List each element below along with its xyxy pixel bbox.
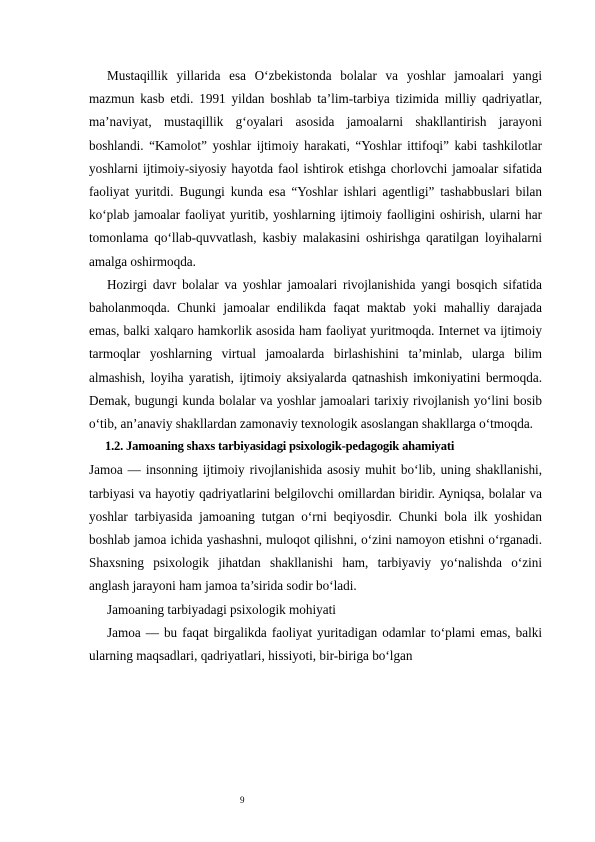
paragraph-collective-definition: Jamoa — bu faqat birgalikda faoliyat yuritadigan odamlar to‘plami emas, balki ularning maqsadlari, qadriyatlari, hissiyoti, bir-biriga bo‘lgan: [89, 624, 542, 664]
page-body: [89, 64, 542, 667]
paragraph-collective-role: Jamoa — insonning ijtimoiy rivojlanishida asosiy muhit bo‘lib, uning shakllanishi, tarbiyasi va hayotiy qadriyatlarini belgilovchi omillardan biridir. Ayniqsa, bolalar va yoshlar tarbiyasida jamoaning tutgan o‘rni beqiyosdir. Chunki bola ilk yoshidan boshlab jamoa ichida yashashni, muloqot qilishni, o‘zini namoyon etishni o‘rganadi. Shaxsning psixologik jihatdan shakllanishi ham, tarbiyaviy yo‘nalishda o‘zini anglash jarayoni ham jamoa ta’sirida sodir bo‘ladi.: [89, 462, 542, 594]
paragraph-independence-years: Mustaqillik yillarida esa O‘zbekistonda bolalar va yoshlar jamoalari yangi mazmun kasb etdi. 1991 yildan boshlab ta’lim-tarbiya tizimida milliy qadriyatlar, ma’naviyat, mustaqillik g‘oyalari asosida jamoalarni shakllantirish jarayoni boshlandi. “Kamolot” yoshlar ijtimoiy harakati, “Yoshlar ittifoqi” kabi tashkilotlar yoshlarni ijtimoiy-siyosiy hayotda faol ishtirok etishga chorlovchi jamoalar sifatida faoliyat yuritdi. Bugungi kunda esa “Yoshlar ishlari agentligi” tashabbuslari bilan ko‘plab jamoalar faoliyat yuritib, yoshlarning ijtimoiy faolligini oshirish, ularni har tomonlama qo‘llab-quvvatlash, kasbiy malakasini oshirishga qaratilgan loyihalarni amalga oshirmoqda.: [89, 68, 542, 269]
subheading: Jamoaning tarbiyadagi psixologik mohiyati: [107, 601, 336, 617]
page-number: 9: [240, 795, 245, 805]
paragraph-current-period: Hozirgi davr bolalar va yoshlar jamoalari rivojlanishida yangi bosqich sifatida baholanmoqda. Chunki jamoalar endilikda faqat maktab yoki mahalliy darajada emas, balki xalqaro hamkorlik asosida ham faoliyat yuritmoqda. Internet va ijtimoiy tarmoqlar yoshlarning virtual jamoalarda birlashishini ta’minlab, ularga bilim almashish, loyiha yaratish, ijtimoiy aksiyalarda qatnashish imkoniyatini bermoqda. Demak, bugungi kunda bolalar va yoshlar jamoalari tarixiy rivojlanish yo‘lini bosib o‘tib, an’anaviy shakllardan zamonaviy texnologik asoslangan shakllarga o‘tmoqda.: [89, 276, 542, 432]
section-heading: 1.2. Jamoaning shaxs tarbiyasidagi psixologik-pedagogik ahamiyati: [105, 439, 455, 454]
